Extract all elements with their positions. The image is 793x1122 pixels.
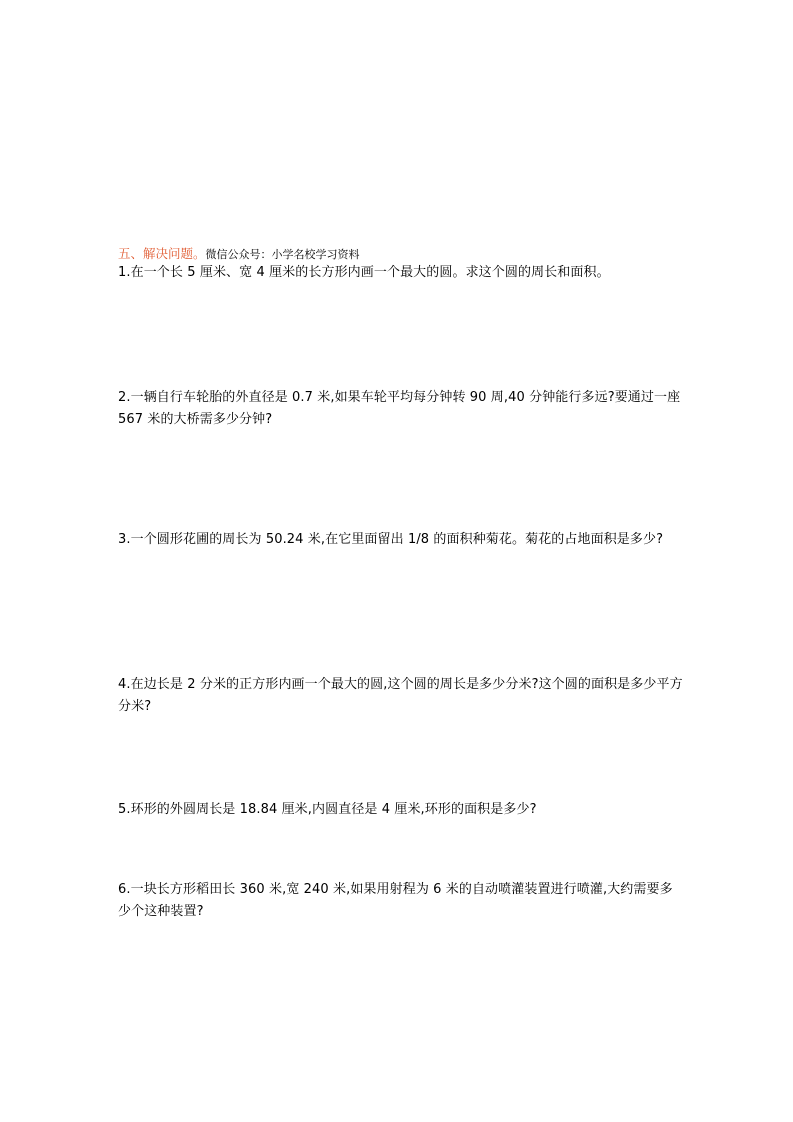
question-1: 1.在一个长 5 厘米、宽 4 厘米的长方形内画一个最大的圆。求这个圆的周长和面积。 bbox=[118, 265, 610, 280]
question-5: 5.环形的外圆周长是 18.84 厘米,内圆直径是 4 厘米,环形的面积是多少? bbox=[118, 802, 537, 817]
question-6: 6.一块长方形稻田长 360 米,宽 240 米,如果用射程为 6 米的自动喷灌装置进行喷灌,大约需要多少个这种装置? bbox=[118, 882, 673, 919]
question-3: 3.一个圆形花圃的周长为 50.24 米,在它里面留出 1/8 的面积种菊花。菊花的占地面积是多少? bbox=[118, 532, 664, 547]
section-title: 五、解决问题。 bbox=[118, 246, 206, 261]
question-4: 4.在边长是 2 分米的正方形内画一个最大的圆,这个圆的周长是多少分米?这个圆的面积是多少平方分米? bbox=[118, 677, 683, 714]
wechat-note: 微信公众号：小学名校学习资料 bbox=[205, 248, 360, 261]
question-2: 2.一辆自行车轮胎的外直径是 0.7 米,如果车轮平均每分钟转 90 周,40 分钟能行多远?要通过一座 567 米的大桥需多少分钟? bbox=[118, 390, 681, 427]
